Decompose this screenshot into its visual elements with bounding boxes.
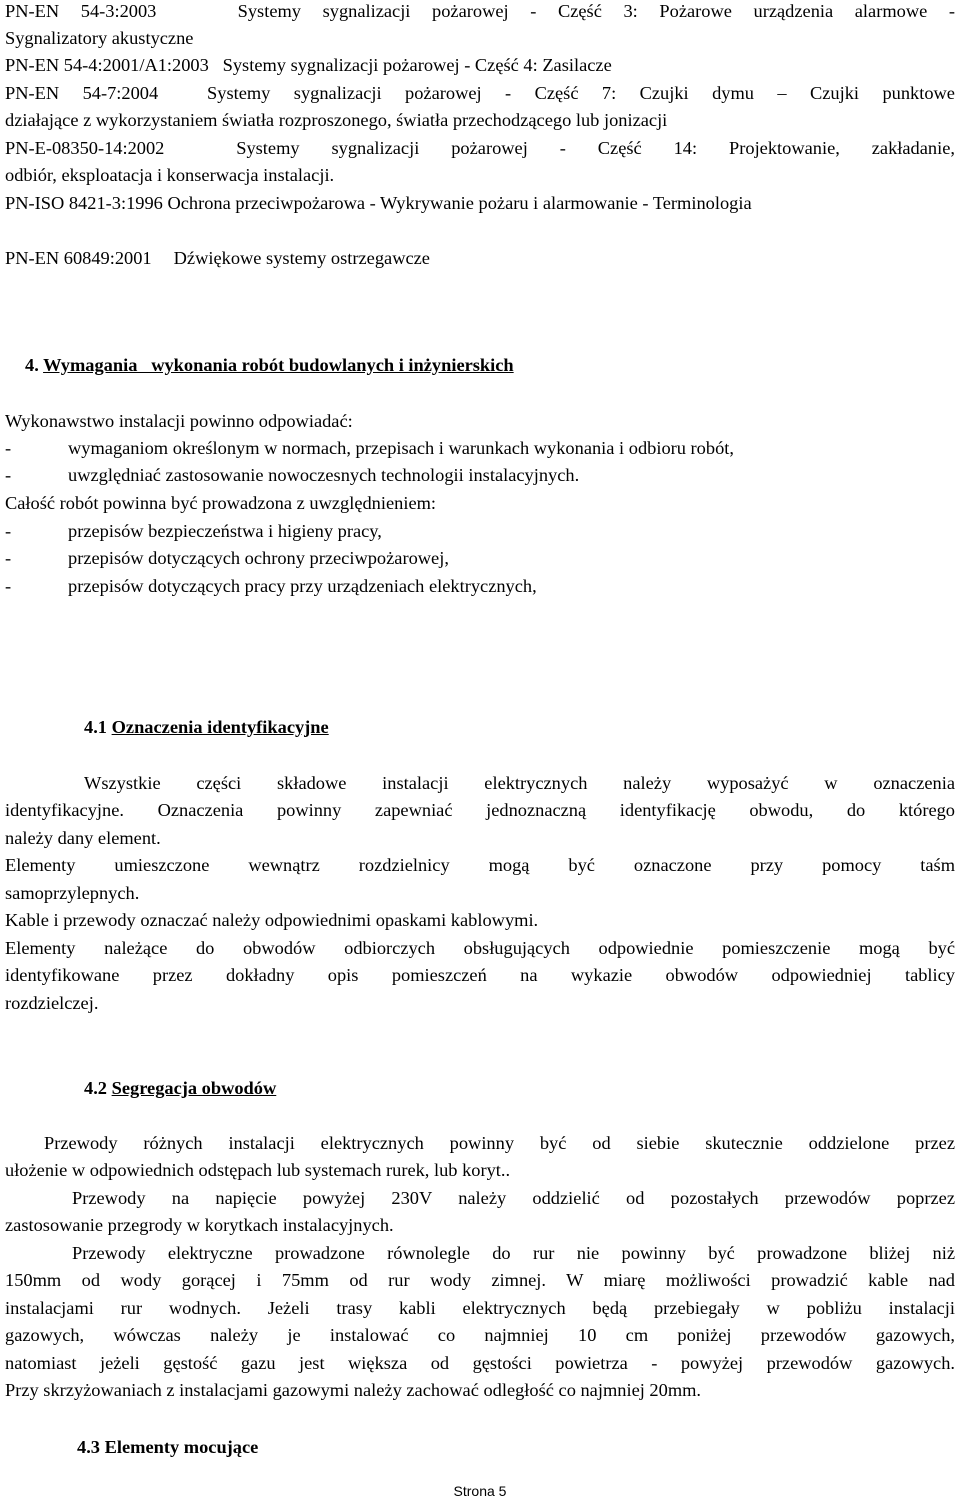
standard-title: Systemy sygnalizacji pożarowej - Część 3: Pożarowe urządzenia alarmowe - <box>237 1 956 21</box>
paragraph-line: Kable i przewody oznaczać należy odpowiednimi opaskami kablowymi. <box>5 910 539 930</box>
standard-title: Systemy sygnalizacji pożarowej - Część 7: Czujki dymu – Czujki punktowe <box>207 83 955 103</box>
standard-ref <box>5 52 612 79</box>
list-dash: - <box>5 465 12 485</box>
section-heading <box>77 1434 258 1461</box>
section-number: 4. <box>25 355 39 375</box>
section-intro: Całość robót powinna być prowadzona z uwzględnieniem: <box>5 493 437 513</box>
paragraph-line: Elementy należące do obwodów odbiorczych obsługujących odpowiednie pomieszczenie mogą być <box>5 938 955 958</box>
list-item <box>5 545 449 572</box>
list-dash: - <box>5 576 12 596</box>
list-dash: - <box>5 438 12 458</box>
section-number: 4.3 <box>77 1437 100 1457</box>
standard-code: PN-EN 54-3:2003 <box>5 1 157 21</box>
standard-ref <box>5 80 955 107</box>
paragraph-line: należy dany element. <box>5 828 161 848</box>
list-item-text: przepisów bezpieczeństwa i higieny pracy, <box>68 521 382 541</box>
paragraph-line: Wszystkie części składowe instalacji elektrycznych należy wyposażyć w oznaczenia <box>84 773 955 793</box>
paragraph-line: ułożenie w odpowiednich odstępach lub systemach rurek, lub koryt.. <box>5 1160 511 1180</box>
section-title: Wymagania wykonania robót budowlanych i inżynierskich <box>43 355 514 375</box>
section-number: 4.2 <box>84 1078 107 1098</box>
section-heading <box>84 714 329 741</box>
standard-title: Dźwiękowe systemy ostrzegawcze <box>173 248 430 268</box>
paragraph-line: rozdzielczej. <box>5 993 99 1013</box>
standard-code: PN-E-08350-14:2002 <box>5 138 165 158</box>
standard-ref <box>5 0 955 25</box>
paragraph-line: natomiast jeżeli gęstość gazu jest większa od gęstości powietrza - powyżej przewodów gazowych. <box>5 1353 955 1373</box>
standard-title-cont: działające z wykorzystaniem światła rozproszonego, światła przechodzącego lub jonizacji <box>5 110 668 130</box>
section-heading <box>25 352 514 379</box>
standard-ref <box>5 245 430 272</box>
standard-code: PN-EN 54-7:2004 <box>5 83 159 103</box>
paragraph-line: Elementy umieszczone wewnątrz rozdzielnicy mogą być oznaczone przy pomocy taśm <box>5 855 955 875</box>
standard-code: PN-EN 60849:2001 <box>5 248 152 268</box>
paragraph-line: Przewody elektryczne prowadzone równolegle do rur nie powinny być prowadzone bliżej niż <box>72 1243 955 1263</box>
paragraph-line: identyfikowane przez dokładny opis pomieszczeń na wykazie obwodów odpowiedniej tablicy <box>5 965 955 985</box>
paragraph-line: 150mm od wody gorącej i 75mm od rur wody zimnej. W miarę możliwości prowadzić kable nad <box>5 1270 955 1290</box>
section-intro: Wykonawstwo instalacji powinno odpowiadać: <box>5 411 353 431</box>
list-item <box>5 518 382 545</box>
list-item <box>5 462 579 489</box>
standard-code: PN-ISO 8421-3:1996 <box>5 193 163 213</box>
standard-title: Systemy sygnalizacji pożarowej - Część 4: Zasilacze <box>222 55 612 75</box>
list-dash: - <box>5 548 12 568</box>
paragraph-line: instalacjami rur wodnych. Jeżeli trasy kabli elektrycznych będą przebiegały w pobliżu instalacji <box>5 1298 955 1318</box>
section-title: Oznaczenia identyfikacyjne <box>111 717 329 737</box>
standard-ref <box>5 135 955 162</box>
standard-title-cont: odbiór, eksploatacja i konserwacja instalacji. <box>5 165 335 185</box>
section-number: 4.1 <box>84 717 107 737</box>
list-item-text: przepisów dotyczących ochrony przeciwpożarowej, <box>68 548 449 568</box>
paragraph-line: zastosowanie przegrody w korytkach instalacyjnych. <box>5 1215 394 1235</box>
standard-ref <box>5 190 752 217</box>
section-title: Segregacja obwodów <box>111 1078 277 1098</box>
list-item-text: uwzględniać zastosowanie nowoczesnych technologii instalacyjnych. <box>68 465 580 485</box>
list-item <box>5 435 734 462</box>
standard-title-cont: Sygnalizatory akustyczne <box>5 28 194 48</box>
standard-title: Ochrona przeciwpożarowa - Wykrywanie pożaru i alarmowanie - Terminologia <box>167 193 752 213</box>
section-title: Elementy mocujące <box>104 1437 259 1457</box>
paragraph-line: Przewody różnych instalacji elektrycznych powinny być od siebie skutecznie oddzielone przez <box>44 1133 955 1153</box>
list-dash: - <box>5 521 12 541</box>
section-heading <box>84 1075 276 1102</box>
paragraph-line: Przewody na napięcie powyżej 230V należy oddzielić od pozostałych przewodów poprzez <box>72 1188 955 1208</box>
paragraph-line: samoprzylepnych. <box>5 883 140 903</box>
paragraph-line: gazowych, wówczas należy je instalować co najmniej 10 cm poniżej przewodów gazowych, <box>5 1325 955 1345</box>
page-number: Strona 5 <box>453 1483 507 1499</box>
paragraph-line: Przy skrzyżowaniach z instalacjami gazowymi należy zachować odległość co najmniej 20mm. <box>5 1380 702 1400</box>
standard-code: PN-EN 54-4:2001/A1:2003 <box>5 55 209 75</box>
list-item <box>5 573 537 600</box>
standard-title: Systemy sygnalizacji pożarowej - Część 14: Projektowanie, zakładanie, <box>236 138 955 158</box>
paragraph-line: identyfikacyjne. Oznaczenia powinny zapewniać jednoznaczną identyfikację obwodu, do którego <box>5 800 955 820</box>
list-item-text: przepisów dotyczących pracy przy urządzeniach elektrycznych, <box>68 576 537 596</box>
list-item-text: wymaganiom określonym w normach, przepisach i warunkach wykonania i odbioru robót, <box>68 438 734 458</box>
